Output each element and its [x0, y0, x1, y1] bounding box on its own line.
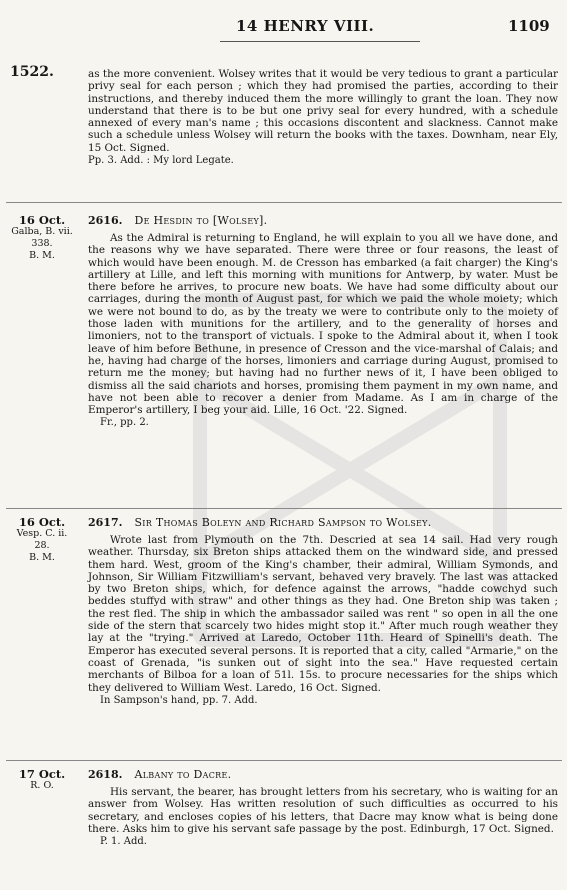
entry-2618: [88, 768, 558, 848]
page-number: 1109: [508, 17, 550, 35]
entry-title: Sir Thomas Boleyn and Richard Sampson to Wolsey.: [134, 516, 432, 529]
source-ref: 338.: [31, 238, 53, 249]
entry-text: His servant, the bearer, has brought letters from his secretary, who is waiting for an answer from Wolsey. Has written resolution of such difficulties as occurred to his secretary, and encloses copies of his letters, that Dacre may know what is being done there. Asks him to give his servant safe passage by the post. Edinburgh, 17 Oct. Signed.: [88, 786, 558, 835]
source-ref: Vesp. C. ii.: [16, 528, 68, 539]
source-ref: Galba, B. vii.: [11, 226, 73, 237]
entry-date: 16 Oct.: [18, 213, 66, 227]
entry-margin-2616: [8, 214, 76, 262]
source-ref: B. M.: [29, 552, 55, 563]
entry-divider: [6, 508, 562, 509]
entry-number: 2618.: [88, 768, 123, 781]
entry-title: Albany to Dacre.: [134, 768, 232, 781]
entry-heading: [88, 516, 558, 530]
entry-number: 2617.: [88, 516, 123, 529]
entry-divider: [6, 760, 562, 761]
page-header: [0, 17, 567, 45]
entry-number: 2616.: [88, 214, 123, 227]
entry-heading: [88, 768, 558, 782]
entry-2617: [88, 516, 558, 707]
running-title: 14 HENRY VIII.: [236, 17, 375, 35]
entry-margin-2617: [8, 516, 76, 564]
entry-meta: In Sampson's hand, pp. 7. Add.: [100, 694, 258, 706]
header-rule: [220, 41, 420, 42]
entry-date: 17 Oct.: [18, 767, 66, 781]
entry-text: Wrote last from Plymouth on the 7th. Descried at sea 14 sail. Had very rough weather. Thursday, six Breton ships attacked them on the windward side, and pressed them hard. West, groom of the King's chamber, their admiral, William Symonds, and Johnson, Sir William Fitzwilliam's servant, behaved very bravely. The last was attacked by two Breton ships, which, for defence against the arrows, "hadde cowchyd such beddes stuffyd with straw" and other things as they had. One Breton ship was taken ; the rest fled. The ship in which the ambassador sailed was rent " so open in all the one side of the stern that scarcely two hides might stop it." After much rough weather they lay at the "trying." Arrived at Laredo, October 11th. Heard of Spinelli's death. The Emperor has executed several persons. It is reported that a city, called "Armarie," on the coast of Grenada, "is sunken out of sight into the sea." Have requested certain merchants of Bilboa for a loan of 51l. 15s. to procure necessaries for the ships which they delivered to William West. Laredo, 16 Oct. Signed.: [88, 534, 558, 694]
entry-meta: Fr., pp. 2.: [100, 417, 149, 429]
entry-text: As the Admiral is returning to England, he will explain to you all we have done, and the reasons why we have separated. There were three or four reasons, the least of which would have been enough. M. de Cresson has embarked (a fait charger) the King's artillery at Lille, and left this morning with munitions for Antwerp, by water. Must be there before he arrives, to procure new boats. We have had some difficulty about our carriages, during the month of August past, for which we paid the whole moiety; which we were not bound to do, as by the treaty we were to contribute only to the moiety of those laden with munitions for the artillery, and to the generality of horses and limoniers, not to the transport of victuals. I spoke to the Admiral about it, when I took leave of him before Bethune, in presence of Cresson and the vice-marshal of Calais; and he, having had charge of the horses, limoniers and carriage during August, promised to return me the money; but having had no further news of it, I have been obliged to dismiss all the said chariots and horses, promising them payment in my own name, and have not been able to recover a denier from Madame. As I am in charge of the Emperor's artillery, I beg your aid. Lille, 16 Oct. '22. Signed.: [88, 232, 558, 417]
entry-title: De Hesdin to [Wolsey].: [134, 214, 268, 227]
entry-date: 16 Oct.: [18, 515, 66, 529]
entry-2616: [88, 214, 558, 430]
source-ref: R. O.: [30, 780, 54, 791]
margin-year: 1522.: [10, 64, 54, 80]
source-ref: 28.: [34, 540, 50, 551]
entry-meta: P. 1. Add.: [100, 836, 147, 848]
entry-heading: [88, 214, 558, 228]
continuation-text: as the more convenient. Wolsey writes that it would be very tedious to grant a particular privy seal for each person ; which they had promised the parties, according to their instructions, and thereby induced them the more willingly to grant the loan. They now understand that there is to be but one privy seal for every hundred, with a schedule annexed of every man's name ; this occasions discontent and slackness. Cannot make such a schedule unless Wolsey will return the books with the taxes. Downham, near Ely, 15 Oct. Signed.: [88, 68, 558, 154]
source-ref: B. M.: [29, 250, 55, 261]
continuation-block: [88, 68, 558, 167]
entry-margin-2618: [8, 768, 76, 792]
entry-divider: [6, 202, 562, 203]
continuation-meta: Pp. 3. Add. : My lord Legate.: [88, 155, 234, 167]
